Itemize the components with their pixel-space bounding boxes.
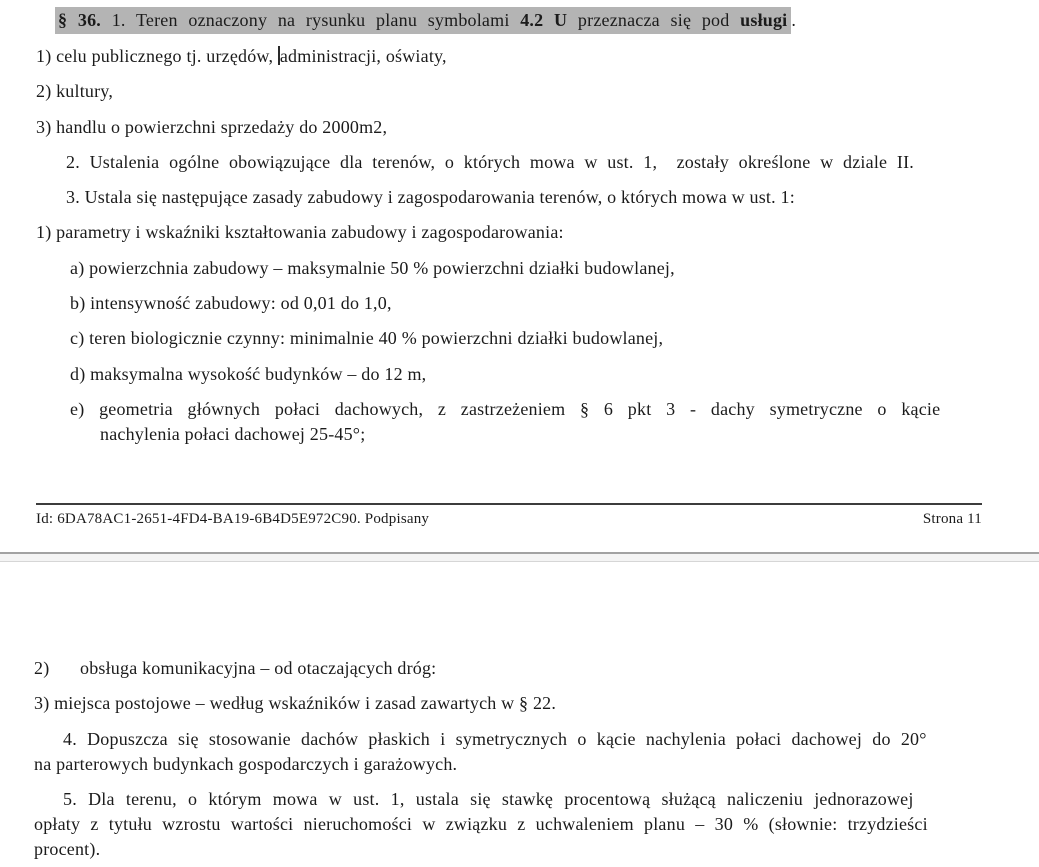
paragraph-line: opłaty z tytułu wzrostu wartości nieruchomości w związku z uchwaleniem planu – 30 % (słownie: trzydzieści (34, 813, 928, 834)
section-heading (36, 8, 980, 33)
sub-item-e-line2: nachylenia połaci dachowej 25-45°; (100, 423, 366, 444)
sub-item-c: c) teren biologicznie czynny: minimalnie 40 % powierzchni działki budowlanej, (70, 328, 664, 349)
list-item-text: obsługa komunikacyjna – od otaczających dróg: (80, 658, 437, 678)
page-12 (0, 562, 1039, 862)
highlighted-text (55, 7, 791, 34)
sub-item-e-line1: e) geometria głównych połaci dachowych, z zastrzeżeniem § 6 pkt 3 - dachy symetryczne o kącie (70, 398, 941, 419)
paragraph-ust-5 (34, 787, 980, 862)
heading-keyword: usługi (740, 10, 788, 30)
footer-rule (36, 503, 982, 505)
list-item-2 (34, 656, 980, 681)
list-item-params: 1) parametry i wskaźniki kształtowania zabudowy i zagospodarowania: (36, 222, 564, 243)
sub-item-a: a) powierzchnia zabudowy – maksymalnie 50 % powierzchni działki budowlanej, (70, 257, 675, 278)
paragraph-line: na parterowych budynkach gospodarczych i garażowych. (34, 753, 458, 774)
sub-item-e (70, 397, 980, 447)
list-item-3: 3) miejsca postojowe – według wskaźników i zasad zawartych w § 22. (34, 693, 557, 714)
sub-item-b: b) intensywność zabudowy: od 0,01 do 1,0, (70, 293, 392, 314)
paragraph-ust-3: 3. Ustala się następujące zasady zabudowy i zagospodarowania terenów, o których mowa w ust. 1: (66, 187, 795, 208)
paragraph-line: procent). (34, 838, 101, 859)
heading-segment: 1. Teren oznaczony na rysunku planu symbolami (101, 10, 521, 30)
heading-period: . (791, 10, 797, 30)
document-id: Id: 6DA78AC1-2651-4FD4-BA19-6B4D5E972C90. Podpisany (36, 511, 430, 527)
plan-symbol: 4.2 U (520, 10, 568, 30)
page-12-content (0, 562, 1039, 862)
list-item-text: administracji, oświaty, (279, 46, 447, 66)
sub-item-d: d) maksymalna wysokość budynków – do 12 m, (70, 363, 427, 384)
footer-row (36, 510, 982, 529)
list-item-3: 3) handlu o powierzchni sprzedaży do 2000m2, (36, 116, 388, 137)
page-footer (36, 503, 982, 529)
list-item-number: 2) (34, 658, 50, 678)
list-item-1 (36, 44, 980, 69)
list-item-2: 2) kultury, (36, 81, 114, 102)
page-number-label: Strona 11 (922, 511, 982, 527)
paragraph-line: 4. Dopuszcza się stosowanie dachów płaskich i symetrycznych o kącie nachylenia połaci dachowej do 20° (63, 728, 927, 749)
heading-segment: przeznacza się pod (567, 10, 741, 30)
paragraph-ust-2: 2. Ustalenia ogólne obowiązujące dla terenów, o których mowa w ust. 1, zostały określone w dziale II. (66, 151, 915, 172)
section-number: § 36. (58, 10, 101, 30)
paragraph-line: 5. Dla terenu, o którym mowa w ust. 1, ustala się stawkę procentową służącą naliczeniu jednorazowej (63, 788, 914, 809)
list-item-text: 1) celu publicznego tj. urzędów, (36, 46, 278, 66)
paragraph-ust-4 (34, 727, 980, 777)
page-break-divider (0, 552, 1039, 562)
